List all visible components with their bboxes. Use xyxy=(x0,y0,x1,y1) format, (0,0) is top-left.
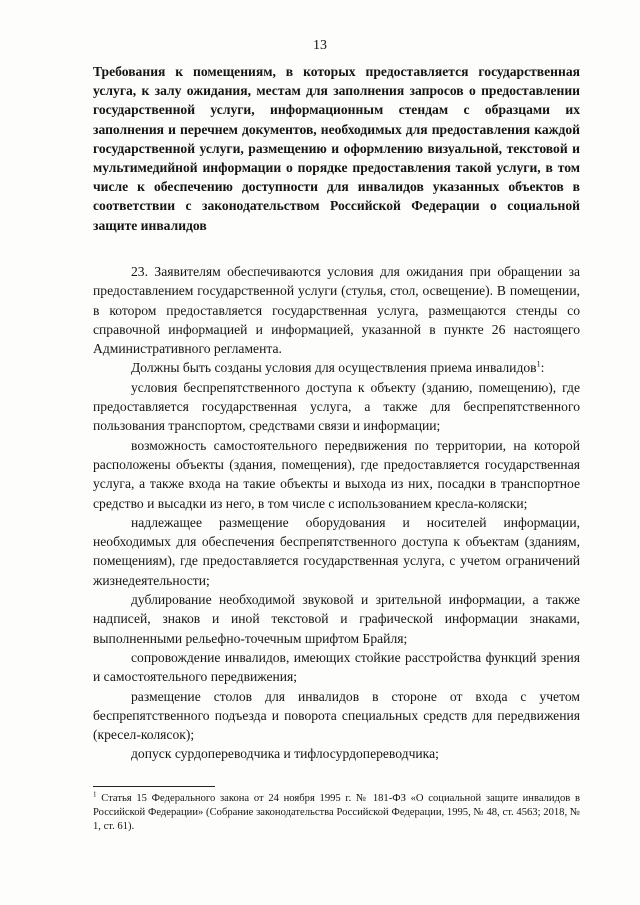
list-item-interpreter: допуск сурдопереводчика и тифлосурдопереводчика; xyxy=(131,746,439,762)
list-item-tables: размещение столов для инвалидов в стороне от входа с учетом беспрепятственного подъезда и поворота специальных средств для передвижения (кресел-колясок); xyxy=(93,688,580,743)
footnote-divider xyxy=(93,786,215,787)
document-body xyxy=(93,262,580,764)
paragraph-conditions-intro-text: Должны быть созданы условия для осуществления приема инвалидов xyxy=(131,360,537,376)
list-item-movement: возможность самостоятельного передвижения по территории, на которой расположены объекты (здания, помещения), где предоставляется государственная услуга, а также входа на такие объекты и выхода из них, посадки в транспортное средство и высадки из него, в том числе с использованием кресла-коляски; xyxy=(93,437,580,511)
list-item-duplication: дублирование необходимой звуковой и зрительной информации, а также надписей, знаков и иной текстовой и графической информации знаками, выполненными рельефно-точечным шрифтом Брайля; xyxy=(93,592,580,646)
page-number: 13 xyxy=(313,38,327,53)
paragraph-conditions-intro xyxy=(93,358,580,377)
list-item-escort: сопровождение инвалидов, имеющих стойкие расстройства функций зрения и самостоятельного передвижения; xyxy=(93,649,580,685)
footnote-text: Статья 15 Федерального закона от 24 ноября 1995 г. № 181-ФЗ «О социальной защите инвалидов в Российской Федерации» (Собрание законодательства Российской Федерации, 1995, № 48, ст. 4563; 2018, № 1, ст. 61). xyxy=(93,793,580,832)
section-heading: Требования к помещениям, в которых предоставляется государственная услуга, к залу ожидания, местам для заполнения запросов о предоставлении государственной услуги, информационным стендам с образцами их заполнения и перечнем документов, необходимых для предоставления каждой государственной услуги, размещению и оформлению визуальной, текстовой и мультимедийной информации о порядке предоставления такой услуги, в том числе к обеспечению доступности для инвалидов указанных объектов в соответствии с законодательством Российской Федерации о социальной защите инвалидов xyxy=(93,64,580,233)
footnote xyxy=(93,792,580,834)
paragraph-23: 23. Заявителям обеспечиваются условия для ожидания при обращении за предоставлением государственной услуги (стулья, стол, освещение). В помещении, в котором предоставляется государственная услуга, размещаются стенды со справочной информацией и информацией, указанной в пункте 26 настоящего Административного регламента. xyxy=(93,264,580,357)
list-item-equipment-placement: надлежащее размещение оборудования и носителей информации, необходимых для обеспечения беспрепятственного доступа к объектам (зданиям, помещениям), где предоставляется государственная услуга, с учетом ограничений жизнедеятельности; xyxy=(93,514,580,588)
list-item-access-conditions: условия беспрепятственного доступа к объекту (зданию, помещению), где предоставляется государственная услуга, а также для беспрепятственного пользования транспортом, средствами связи и информации; xyxy=(93,379,580,434)
paragraph-colon: : xyxy=(540,360,545,376)
footnote-ref[interactable]: 1 xyxy=(536,359,541,369)
footnote-marker: 1 xyxy=(93,790,97,799)
